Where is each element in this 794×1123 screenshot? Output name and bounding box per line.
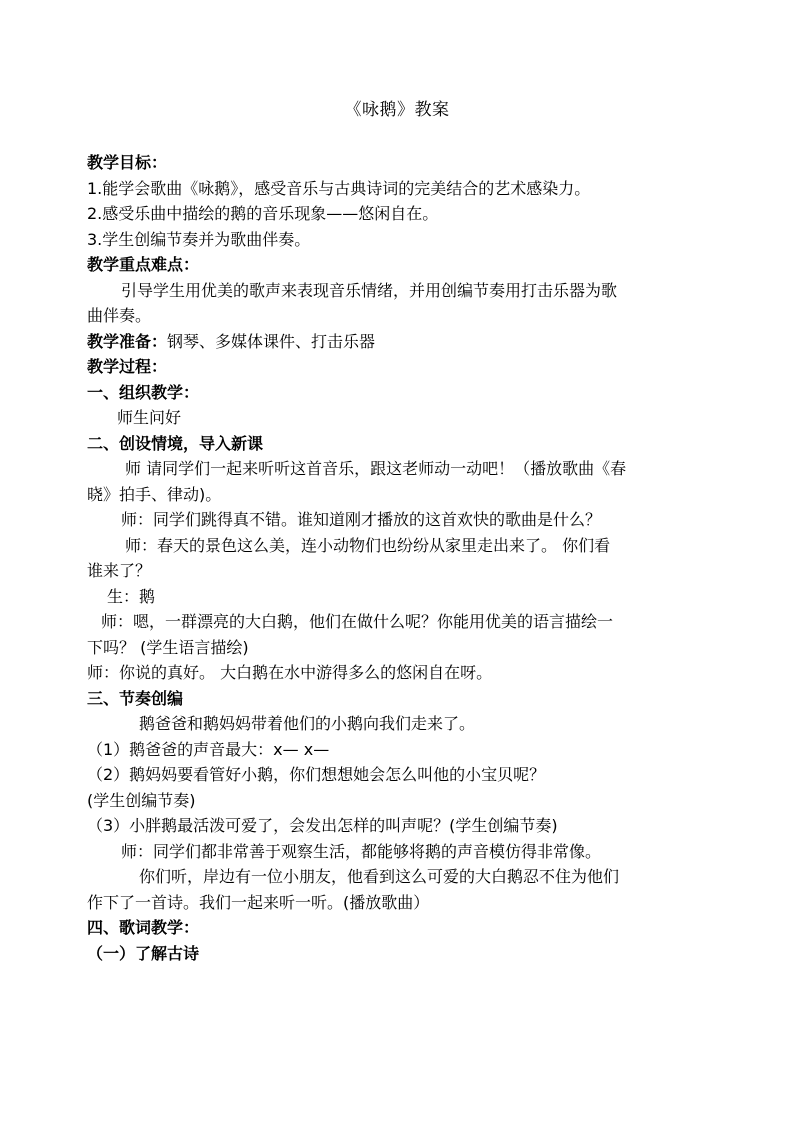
objective-item: 3.学生创编节奏并为歌曲伴奏。	[87, 229, 311, 249]
objective-item: 2.感受乐曲中描绘的鹅的音乐现象——悠闲自在。	[87, 204, 439, 223]
list-item: （3）小胖鹅最活泼可爱了，会发出怎样的叫声呢？(学生创编节奏)	[87, 816, 558, 835]
paragraph-line: 师：同学们都非常善于观察生活，都能够将鹅的声音模仿得非常像。	[121, 841, 602, 861]
paragraph-line: 作下了一首诗。我们一起来听一听。(播放歌曲）	[87, 892, 430, 912]
document-body	[87, 150, 717, 966]
objective-item: 1.能学会歌曲《咏鹅》，感受音乐与古典诗词的完美结合的艺术感染力。	[87, 178, 591, 198]
preparation-line	[87, 329, 717, 355]
paragraph-line: 师：你说的真好。 大白鹅在水中游得多么的悠闲自在呀。	[87, 663, 493, 682]
list-item: （2）鹅妈妈要看管好小鹅，你们想想她会怎么叫他的小宝贝呢？	[87, 765, 546, 784]
heading-teaching-objectives: 教学目标：	[87, 153, 168, 172]
heading-teaching-process: 教学过程：	[87, 357, 168, 376]
heading-key-points: 教学重点难点：	[87, 255, 200, 274]
paragraph-line: 曲伴奏。	[87, 306, 152, 325]
subsection-heading: （一）了解古诗	[87, 943, 200, 963]
paragraph-line: 鹅爸爸和鹅妈妈带着他们的小鹅向我们走来了。	[139, 714, 476, 733]
section-heading: 二、创设情境，导入新课	[87, 433, 264, 453]
paragraph-line: 晓》拍手、律动)。	[87, 484, 222, 504]
page-title: 《咏鹅》教案	[344, 100, 450, 120]
paragraph-line: (学生创编节奏)	[87, 790, 196, 810]
paragraph-line: 谁来了？	[87, 561, 152, 580]
paragraph-line: 下吗？ (学生语言描绘)	[87, 637, 249, 657]
section-heading: 一、组织教学：	[87, 382, 200, 402]
paragraph-line: 引导学生用优美的歌声来表现音乐情绪，并用创编节奏用打击乐器为歌	[121, 280, 618, 300]
paragraph-line: 生：鹅	[107, 586, 156, 606]
paragraph-line: 师：嗯，一群漂亮的大白鹅，他们在做什么呢？你能用优美的语言描绘一	[101, 612, 614, 631]
heading-preparation: 教学准备：	[87, 331, 168, 351]
paragraph-line: 师：同学们跳得真不错。谁知道刚才播放的这首欢快的歌曲是什么？	[121, 510, 602, 529]
section-heading: 四、歌词教学：	[87, 918, 200, 937]
paragraph-line: 师：春天的景色这么美，连小动物们也纷纷从家里走出来了。 你们看	[125, 535, 611, 555]
list-item: （1）鹅爸爸的声音最大：x— x—	[87, 739, 330, 759]
preparation-text: 钢琴、多媒体课件、打击乐器	[167, 331, 376, 351]
section-heading: 三、节奏创编	[87, 688, 184, 708]
paragraph-line: 师生问好	[117, 408, 182, 427]
paragraph-line: 你们听，岸边有一位小朋友，他看到这么可爱的大白鹅忍不住为他们	[139, 867, 620, 886]
paragraph-line: 师 请同学们一起来听听这首音乐，跟这老师动一动吧！（播放歌曲《春	[125, 459, 627, 478]
